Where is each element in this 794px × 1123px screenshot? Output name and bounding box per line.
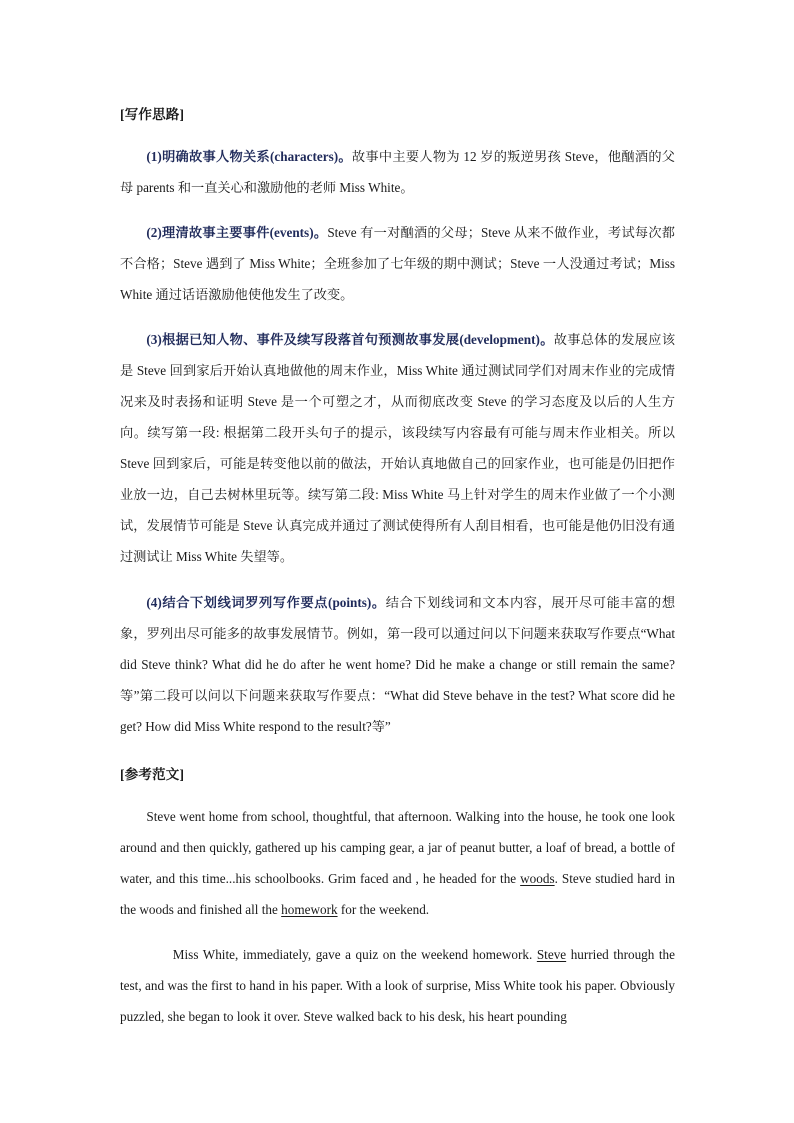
idea-text-points: 结合下划线词和文本内容，展开尽可能丰富的想象，罗列出尽可能多的故事发展情节。例如，第一段可以通过问以下问题来获取写作要点“What did Steve think? What did he do after he went home? Did he make a change or still remain the same?等”第二段可以问以下问题来获取写作要点：“What did Steve behave in the test? What score did he get? How did Miss White respond to the result?等” — [120, 595, 676, 734]
idea-text-events: Steve 有一对酗酒的父母；Steve 从来不做作业，考试每次都不合格；Steve 遇到了 Miss White；全班参加了七年级的期中测试；Steve 一人没通过考试；Miss White 通过话语激励他使他发生了改变。 — [120, 225, 675, 302]
idea-lead-development: (3)根据已知人物、事件及续写段落首句预测故事发展(development)。 — [146, 332, 554, 347]
reference-essay-heading: [参考范文] — [120, 767, 185, 782]
idea-lead-characters: (1)明确故事人物关系(characters)。 — [146, 149, 352, 164]
essay-underlined-woods: woods — [520, 871, 555, 886]
idea-lead-events: (2)理清故事主要事件(events)。 — [146, 225, 328, 240]
essay-p1-text-c: for the weekend. — [337, 902, 430, 917]
writing-ideas-section-2 — [120, 217, 675, 310]
idea-paragraph-events — [120, 217, 675, 310]
essay-paragraph-1 — [120, 801, 675, 925]
reference-essay-body-2 — [120, 939, 675, 1032]
reference-essay-body — [120, 801, 675, 925]
essay-p1-text-a: Steve went home from school, thoughtful, that afternoon. Walking into the house, he took one look around and then quickly, gathered up his camping gear, a jar of peanut butter, a loaf of bread, a bottle of water, and this time...his schoolbooks. Grim faced and , he headed for the — [120, 809, 675, 886]
idea-paragraph-characters — [120, 141, 675, 203]
writing-ideas-heading: [写作思路] — [120, 107, 185, 122]
idea-text-characters: 故事中主要人物为 12 岁的叛逆男孩 Steve，他酗酒的父母 parents 和一直关心和激励他的老师 Miss White。 — [120, 149, 675, 195]
essay-paragraph-2 — [120, 939, 675, 1032]
writing-ideas-section-3 — [120, 324, 675, 572]
essay-underlined-homework: homework — [281, 902, 338, 917]
essay-p2-text-b: hurried through the test, and was the first to hand in his paper. With a look of surprise, Miss White took his paper. Obviously puzzled, she began to look it over. Steve walked back to his desk, his heart pounding — [120, 947, 676, 1024]
idea-text-development: 故事总体的发展应该是 Steve 回到家后开始认真地做他的周末作业，Miss White 通过测试同学们对周末作业的完成情况来及时表扬和证明 Steve 是一个可塑之才，从而彻底改变 Steve 的学习态度及以后的人生方向。续写第一段: 根据第二段开头句子的提示，该段续写内容最有可能与周末作业相关。所以 Steve 回到家后，可能是转变他以前的做法，开始认真地做自己的回家作业，也可能是仍旧把作业放一边，自己去树林里玩等。续写第二段: Miss White 马上针对学生的周末作业做了一个小测试，发展情节可能是 Steve 认真完成并通过了测试使得所有人刮目相看，也可能是他仍旧没有通过测试让 Miss White 失望等。 — [120, 332, 676, 564]
essay-p1-text-b: . Steve studied hard in the woods and finished all the — [120, 871, 675, 917]
writing-ideas-section-4 — [120, 587, 675, 742]
idea-paragraph-points — [120, 587, 675, 742]
idea-lead-points: (4)结合下划线词罗列写作要点(points)。 — [146, 595, 386, 610]
essay-underlined-steve: Steve — [536, 947, 567, 962]
essay-p2-text-a: Miss White, immediately, gave a quiz on the weekend homework. — [172, 947, 537, 962]
writing-ideas-section — [120, 141, 675, 203]
idea-paragraph-development — [120, 324, 675, 572]
